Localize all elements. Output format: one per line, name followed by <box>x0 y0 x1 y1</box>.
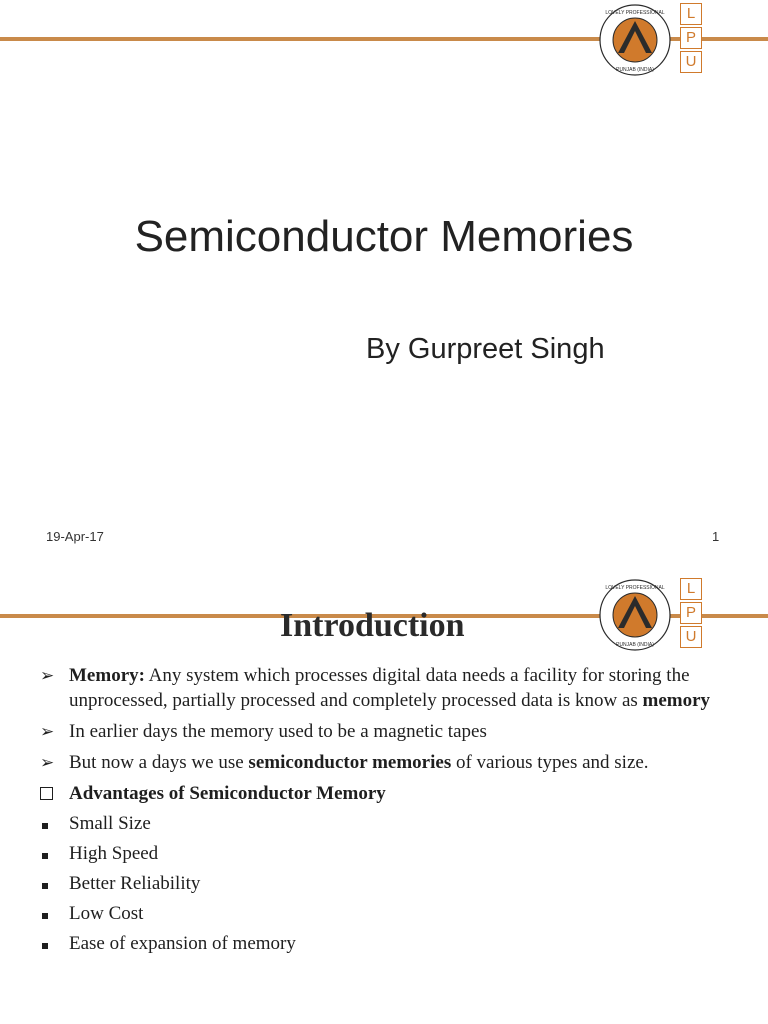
lpu-letter-stack <box>680 3 702 75</box>
logo-letter: U <box>680 51 702 73</box>
slide-author: By Gurpreet Singh <box>366 333 605 365</box>
arrow-bullet-icon: ➢ <box>40 666 55 685</box>
advantage-text: Small Size <box>69 813 151 834</box>
item-bold-label: semiconductor memories <box>248 752 452 773</box>
list-item <box>40 663 730 713</box>
slide-content <box>40 663 730 961</box>
advantage-item <box>40 841 730 866</box>
square-bullet-icon <box>40 811 60 836</box>
square-bullet-icon <box>40 841 60 866</box>
list-item <box>40 719 730 744</box>
university-seal-logo <box>598 3 672 77</box>
item-text-post: of various types and size. <box>451 752 649 773</box>
item-text: In earlier days the memory used to be a magnetic tapes <box>69 721 487 742</box>
advantage-text: High Speed <box>69 843 159 864</box>
svg-text:LOVELY PROFESSIONAL: LOVELY PROFESSIONAL <box>605 585 665 591</box>
advantage-item <box>40 901 730 926</box>
svg-text:PUNJAB (INDIA): PUNJAB (INDIA) <box>616 642 654 648</box>
slide-heading: Introduction <box>280 607 465 644</box>
logo-letter: L <box>680 578 702 600</box>
logo-letter: P <box>680 27 702 49</box>
item-bold-label: Memory: <box>69 665 145 686</box>
item-bold-end: memory <box>642 690 711 711</box>
list-item <box>40 750 730 775</box>
logo-letter: U <box>680 626 702 648</box>
advantage-text: Ease of expansion of memory <box>69 933 296 954</box>
advantage-text: Better Reliability <box>69 873 201 894</box>
advantage-item <box>40 871 730 896</box>
lpu-letter-stack <box>680 578 702 650</box>
advantages-heading: Advantages of Semiconductor Memory <box>69 783 386 804</box>
logo-letter: P <box>680 602 702 624</box>
svg-text:PUNJAB (INDIA): PUNJAB (INDIA) <box>616 67 654 73</box>
university-seal-logo <box>598 578 672 652</box>
slide-2 <box>0 567 768 1024</box>
square-bullet-icon <box>40 901 60 926</box>
checkbox-square-icon <box>40 781 60 807</box>
arrow-bullet-icon: ➢ <box>40 753 55 772</box>
item-text-pre: But now a days we use <box>69 752 249 773</box>
square-bullet-icon <box>40 931 60 956</box>
advantage-item <box>40 931 730 956</box>
slide-title: Semiconductor Memories <box>134 212 634 261</box>
square-bullet-icon <box>40 871 60 896</box>
arrow-bullet-icon: ➢ <box>40 722 55 741</box>
svg-text:LOVELY PROFESSIONAL: LOVELY PROFESSIONAL <box>605 10 665 16</box>
slide-date: 19-Apr-17 <box>46 529 104 544</box>
item-text: Any system which processes digital data needs a facility for storing the unprocessed, partially processed and completely processed data is know as <box>69 665 690 711</box>
advantage-text: Low Cost <box>69 903 144 924</box>
advantage-item <box>40 811 730 836</box>
advantages-heading-item <box>40 781 730 806</box>
slide-page-number: 1 <box>712 529 720 544</box>
logo-letter: L <box>680 3 702 25</box>
